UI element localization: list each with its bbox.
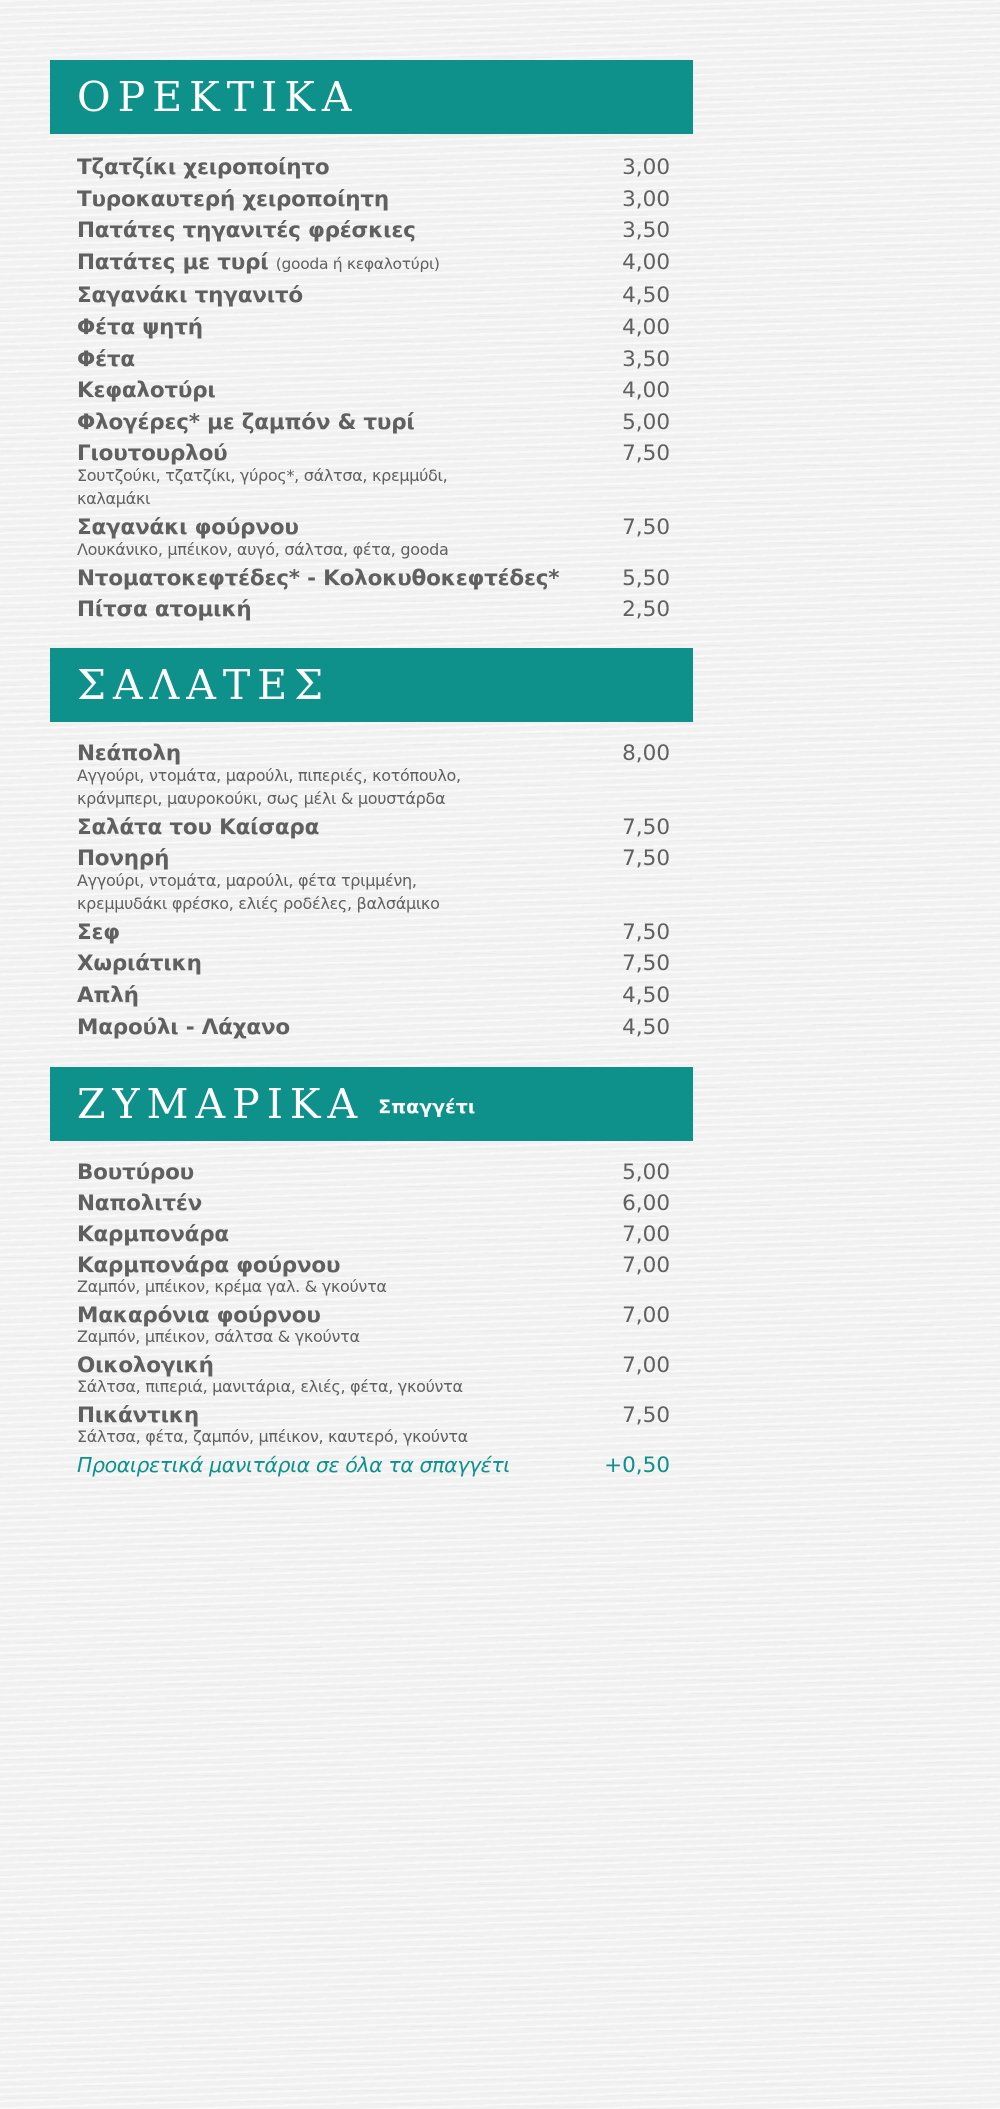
item-description <box>77 1275 670 1298</box>
section-header-zymarika <box>50 1067 693 1141</box>
section-subtitle: Σπαγγέτι <box>378 1096 476 1118</box>
menu-item <box>77 215 670 247</box>
menu-item <box>77 1350 670 1398</box>
item-name: Μαρούλι - Λάχανο <box>77 1014 290 1040</box>
item-description <box>77 1325 670 1348</box>
extra-note-price: +0,50 <box>604 1453 670 1478</box>
item-name: Οικολογική <box>77 1353 214 1378</box>
item-name: Ναπολιτέν <box>77 1191 203 1216</box>
menu-item <box>77 917 670 949</box>
item-price: 4,50 <box>622 283 670 309</box>
menu-item <box>77 594 670 626</box>
menu-list-zymarika <box>77 1157 670 1481</box>
description-line: καλαμάκι <box>77 488 151 508</box>
item-price: 4,50 <box>622 1014 670 1040</box>
item-price: 8,00 <box>622 741 670 766</box>
item-price: 5,00 <box>622 1160 670 1185</box>
item-description <box>77 1375 670 1398</box>
item-name: Καρμπονάρα <box>77 1222 229 1247</box>
description-line: Σάλτσα, πιπεριά, μανιτάρια, ελιές, φέτα, γκούντα <box>77 1377 463 1396</box>
item-name: Σαλάτα του Καίσαρα <box>77 814 320 840</box>
item-name: Πίτσα ατομική <box>77 597 252 623</box>
menu-item <box>77 843 670 915</box>
menu-item <box>77 563 670 595</box>
menu-item <box>77 407 670 439</box>
item-name: Μακαρόνια φούρνου <box>77 1303 321 1328</box>
item-name: Φλογέρες* με ζαμπόν & τυρί <box>77 409 415 435</box>
item-name: Γιουτουρλού <box>77 441 228 467</box>
item-name: Σαγανάκι φούρνου <box>77 514 299 540</box>
item-description <box>77 764 670 810</box>
menu-item <box>77 1157 670 1188</box>
item-price: 2,50 <box>622 597 670 623</box>
item-name: Ντοματοκεφτέδες* - Κολοκυθοκεφτέδες* <box>77 565 560 591</box>
item-price: 7,00 <box>622 1303 670 1328</box>
description-line: Λουκάνικο, μπέικον, αυγό, σάλτσα, φέτα, gooda <box>77 539 449 559</box>
item-name: Φέτα <box>77 346 135 372</box>
section-header-salates <box>50 648 693 722</box>
item-name: Καρμπονάρα φούρνου <box>77 1253 341 1278</box>
item-price: 7,00 <box>622 1353 670 1378</box>
menu-item <box>77 1219 670 1250</box>
item-price: 7,50 <box>622 1403 670 1428</box>
menu-list-salates <box>77 738 670 1043</box>
section-title: ΟΡΕΚΤΙΚΑ <box>77 72 359 121</box>
menu-item <box>77 980 670 1012</box>
menu-item <box>77 152 670 184</box>
item-price: 5,00 <box>622 409 670 435</box>
item-price: 7,50 <box>622 951 670 977</box>
menu-item <box>77 280 670 312</box>
item-price: 7,00 <box>622 1222 670 1247</box>
item-price: 3,00 <box>622 155 670 180</box>
description-line: κρεμμυδάκι φρέσκο, ελιές ροδέλες, βαλσάμικο <box>77 893 440 913</box>
item-name: Φέτα ψητή <box>77 314 203 340</box>
item-name: Τυροκαυτερή χειροποίητη <box>77 186 390 212</box>
description-line: Σουτζούκι, τζατζίκι, γύρος*, σάλτσα, κρεμμύδι, <box>77 465 448 485</box>
description-line: Ζαμπόν, μπέικον, κρέμα γαλ. & γκούντα <box>77 1277 387 1296</box>
item-price: 7,00 <box>622 1253 670 1278</box>
menu-item <box>77 344 670 376</box>
item-price: 4,00 <box>622 249 670 275</box>
item-price: 7,50 <box>622 441 670 467</box>
section-header-orektika <box>50 60 693 134</box>
description-line: Αγγούρι, ντομάτα, μαρούλι, φέτα τριμμένη, <box>77 870 417 890</box>
item-price: 7,50 <box>622 919 670 945</box>
item-price: 3,50 <box>622 346 670 372</box>
section-title: ΣΑΛΑΤΕΣ <box>77 660 331 709</box>
optional-extra-note <box>77 1450 670 1481</box>
menu-item <box>77 512 670 561</box>
item-name: Σεφ <box>77 919 120 945</box>
item-price: 4,00 <box>622 378 670 404</box>
item-description <box>77 464 670 510</box>
item-note: (gooda ή κεφαλοτύρι) <box>275 254 440 273</box>
item-name: Χωριάτικη <box>77 951 202 977</box>
menu-item <box>77 738 670 810</box>
item-description <box>77 1425 670 1448</box>
menu-item <box>77 1300 670 1348</box>
description-line: Αγγούρι, ντομάτα, μαρούλι, πιπεριές, κοτόπουλο, <box>77 765 461 785</box>
menu-item <box>77 948 670 980</box>
description-line: Ζαμπόν, μπέικον, σάλτσα & γκούντα <box>77 1327 360 1346</box>
menu-item <box>77 312 670 344</box>
menu-list-orektika <box>77 152 670 626</box>
description-line: κράνμπερι, μαυροκούκι, σως μέλι & μουστάρδα <box>77 788 446 808</box>
menu-item <box>77 812 670 844</box>
item-description <box>77 869 670 915</box>
item-name: Κεφαλοτύρι <box>77 378 216 404</box>
item-name: Τζατζίκι χειροποίητο <box>77 155 330 180</box>
item-name: Πικάντικη <box>77 1403 199 1428</box>
menu-item <box>77 1400 670 1448</box>
item-price: 3,00 <box>622 186 670 212</box>
section-title: ΖΥΜΑΡΙΚΑ <box>77 1079 365 1128</box>
menu-item <box>77 1250 670 1298</box>
menu-item <box>77 438 670 510</box>
item-name-text: Πατάτες με τυρί <box>77 249 269 275</box>
item-name <box>77 247 440 281</box>
item-price: 4,50 <box>622 982 670 1008</box>
item-name: Βουτύρου <box>77 1160 194 1185</box>
menu-item <box>77 1012 670 1044</box>
item-name: Πονηρή <box>77 846 170 872</box>
item-description <box>77 538 670 561</box>
item-price: 7,50 <box>622 846 670 872</box>
description-line: Σάλτσα, φέτα, ζαμπόν, μπέικον, καυτερό, γκούντα <box>77 1427 468 1446</box>
extra-note-text: Προαιρετικά μανιτάρια σε όλα τα σπαγγέτι <box>77 1453 510 1477</box>
item-name: Απλή <box>77 982 139 1008</box>
menu-item <box>77 1188 670 1219</box>
item-name: Σαγανάκι τηγανιτό <box>77 283 303 309</box>
item-price: 7,50 <box>622 514 670 540</box>
menu-item <box>77 184 670 216</box>
menu-item <box>77 247 670 281</box>
item-price: 4,00 <box>622 314 670 340</box>
item-name: Πατάτες τηγανιτές φρέσκιες <box>77 218 416 244</box>
item-price: 5,50 <box>622 565 670 591</box>
item-name: Νεάπολη <box>77 741 182 766</box>
menu-item <box>77 375 670 407</box>
item-price: 7,50 <box>622 814 670 840</box>
item-price: 3,50 <box>622 218 670 244</box>
item-price: 6,00 <box>622 1191 670 1216</box>
